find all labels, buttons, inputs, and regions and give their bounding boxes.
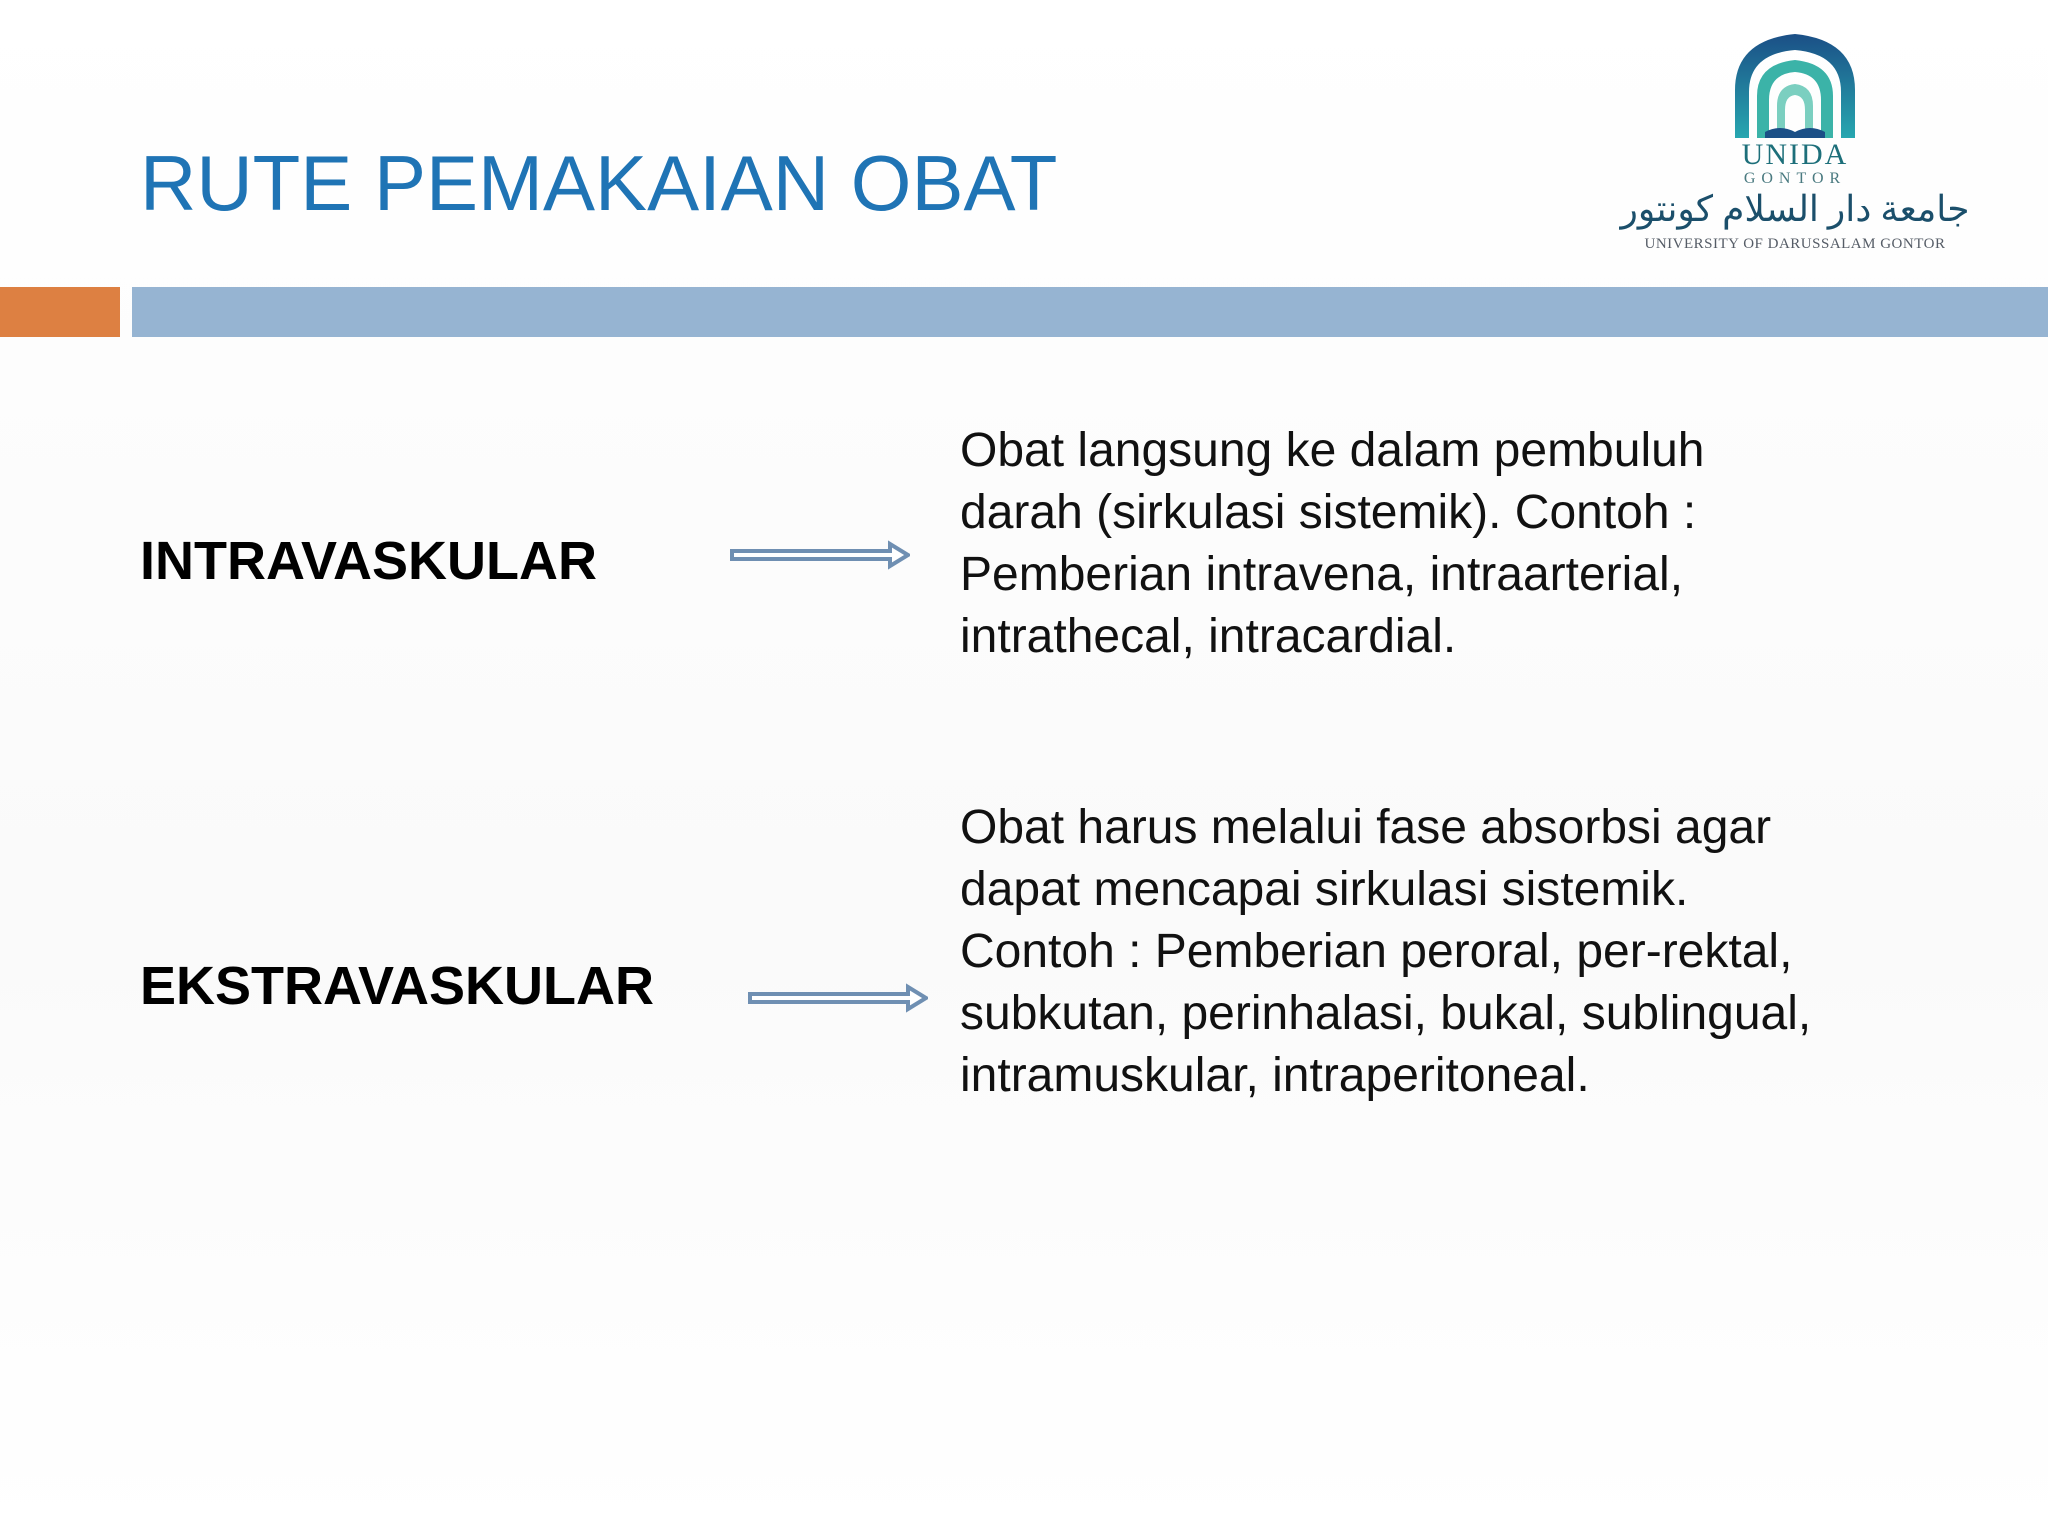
arrow-right-icon bbox=[748, 983, 928, 1013]
description-line: intramuskular, intraperitoneal. bbox=[960, 1049, 1590, 1102]
logo-unida-text: UNIDA bbox=[1741, 138, 1849, 171]
route-description-ekstravaskular bbox=[960, 797, 1960, 1107]
description-line: Obat harus melalui fase absorbsi agar bbox=[960, 801, 1772, 854]
route-term-ekstravaskular: EKSTRAVASKULAR bbox=[140, 956, 655, 1016]
description-line: Obat langsung ke dalam pembuluh bbox=[960, 424, 1705, 477]
description-line: subkutan, perinhalasi, bukal, sublingual, bbox=[960, 987, 1812, 1040]
description-line: intrathecal, intracardial. bbox=[960, 610, 1457, 663]
logo-university-text: UNIVERSITY OF DARUSSALAM GONTOR bbox=[1644, 236, 1946, 252]
accent-bar-blue bbox=[132, 287, 2048, 337]
description-line: darah (sirkulasi sistemik). Contoh : bbox=[960, 486, 1697, 539]
accent-bar-orange bbox=[0, 287, 120, 337]
description-line: Contoh : Pemberian peroral, per-rektal, bbox=[960, 925, 1793, 978]
slide-title: RUTE PEMAKAIAN OBAT bbox=[140, 139, 1058, 227]
arrow-right-icon bbox=[730, 540, 910, 570]
route-term-intravaskular: INTRAVASKULAR bbox=[140, 531, 597, 591]
logo-dome-icon bbox=[1615, 30, 1975, 140]
description-line: dapat mencapai sirkulasi sistemik. bbox=[960, 863, 1689, 916]
logo-gontor-text: GONTOR bbox=[1743, 170, 1847, 187]
university-logo bbox=[1615, 30, 1975, 260]
description-line: Pemberian intravena, intraarterial, bbox=[960, 548, 1684, 601]
route-description-intravaskular bbox=[960, 420, 1960, 668]
logo-arabic-text: جامعة دار السلام كونتور bbox=[1620, 189, 1970, 229]
